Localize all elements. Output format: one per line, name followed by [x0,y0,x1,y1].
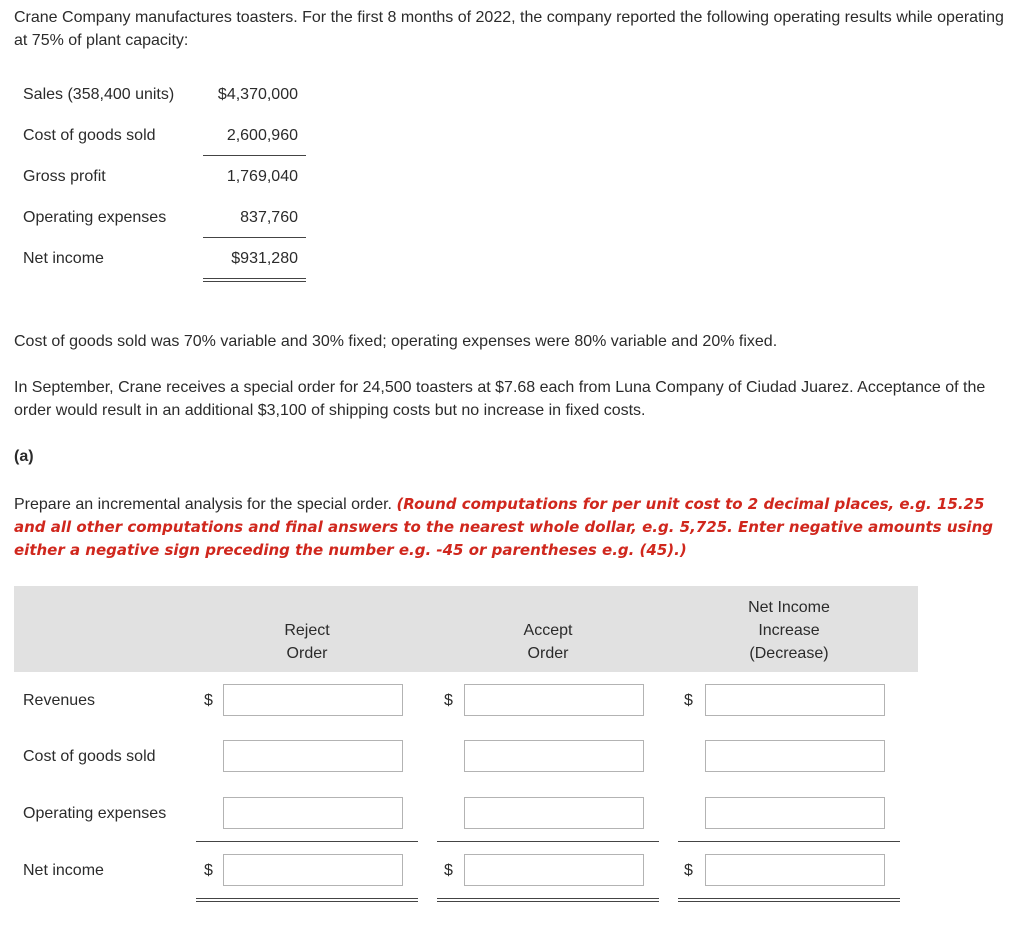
cogs-accept-input[interactable] [464,740,644,772]
cogs-net-income-input[interactable] [705,740,885,772]
intro-text: Crane Company manufactures toasters. For the first 8 months of 2022, the company reported the following operating results while operating at 75% of plant capacity: [14,9,1004,49]
subtotal-rule [678,841,900,842]
row-label-cogs: Cost of goods sold [23,748,156,765]
part-label: (a) [14,448,34,465]
total-double-rule [678,898,900,902]
opex-accept-input[interactable] [464,797,644,829]
dollar-sign: $ [444,692,453,709]
total-double-rule [196,898,418,902]
results-value-gross-profit: 1,769,040 [226,168,298,185]
total-double-rule [437,898,659,902]
results-value-net-income: $931,280 [231,250,298,267]
results-value-opex: 837,760 [240,209,298,226]
instruction-note: (Round computations for per unit cost to 2 decimal places, e.g. 15.25 and all other computations and final answers to the nearest whole dollar, e.g. 5,725. Enter negative amounts using either a negative sign preceding the number e.g. -45 or parentheses e.g. (45).) [14,495,993,559]
net-income-net-income-input[interactable] [705,854,885,886]
revenues-reject-input[interactable] [223,684,403,716]
dollar-sign: $ [684,862,693,879]
column-header-reject [247,619,367,665]
instruction-paragraph [14,493,1004,562]
column-header-line: Reject [284,622,330,639]
column-header-line: Net Income [748,599,830,616]
column-header-line: Order [286,645,328,662]
results-label-opex: Operating expenses [23,209,167,226]
results-label-cogs: Cost of goods sold [23,127,156,144]
subtotal-rule [437,841,659,842]
instruction-text: Prepare an incremental analysis for the special order. [14,496,392,513]
column-header-line: Order [527,645,569,662]
opex-reject-input[interactable] [223,797,403,829]
column-header-net-income [719,596,859,665]
cost-behavior-text: Cost of goods sold was 70% variable and 30% fixed; operating expenses were 80% variable and 20% fixed. [14,333,778,350]
subtotal-rule [203,237,306,238]
row-label-revenues: Revenues [23,692,96,709]
cogs-reject-input[interactable] [223,740,403,772]
revenues-net-income-input[interactable] [705,684,885,716]
dollar-sign: $ [204,692,213,709]
results-value-cogs: 2,600,960 [226,127,298,144]
results-value-sales: $4,370,000 [217,86,298,103]
row-label-net-income: Net income [23,862,104,879]
revenues-accept-input[interactable] [464,684,644,716]
special-order-text: In September, Crane receives a special order for 24,500 toasters at $7.68 each from Luna Company of Ciudad Juarez. Acceptance of the order would result in an additional $3,100 of shipping costs but no increase in fixed costs. [14,379,986,419]
net-income-accept-input[interactable] [464,854,644,886]
opex-net-income-input[interactable] [705,797,885,829]
row-label-opex: Operating expenses [23,805,167,822]
net-income-reject-input[interactable] [223,854,403,886]
column-header-line: Accept [523,622,573,639]
column-header-accept [488,619,608,665]
results-label-sales: Sales (358,400 units) [23,86,175,103]
dollar-sign: $ [204,862,213,879]
results-label-gross-profit: Gross profit [23,168,106,185]
results-label-net-income: Net income [23,250,104,267]
column-header-line: (Decrease) [749,645,829,662]
subtotal-rule [196,841,418,842]
column-header-line: Increase [758,622,820,639]
dollar-sign: $ [684,692,693,709]
total-double-rule [203,278,306,282]
subtotal-rule [203,155,306,156]
dollar-sign: $ [444,862,453,879]
